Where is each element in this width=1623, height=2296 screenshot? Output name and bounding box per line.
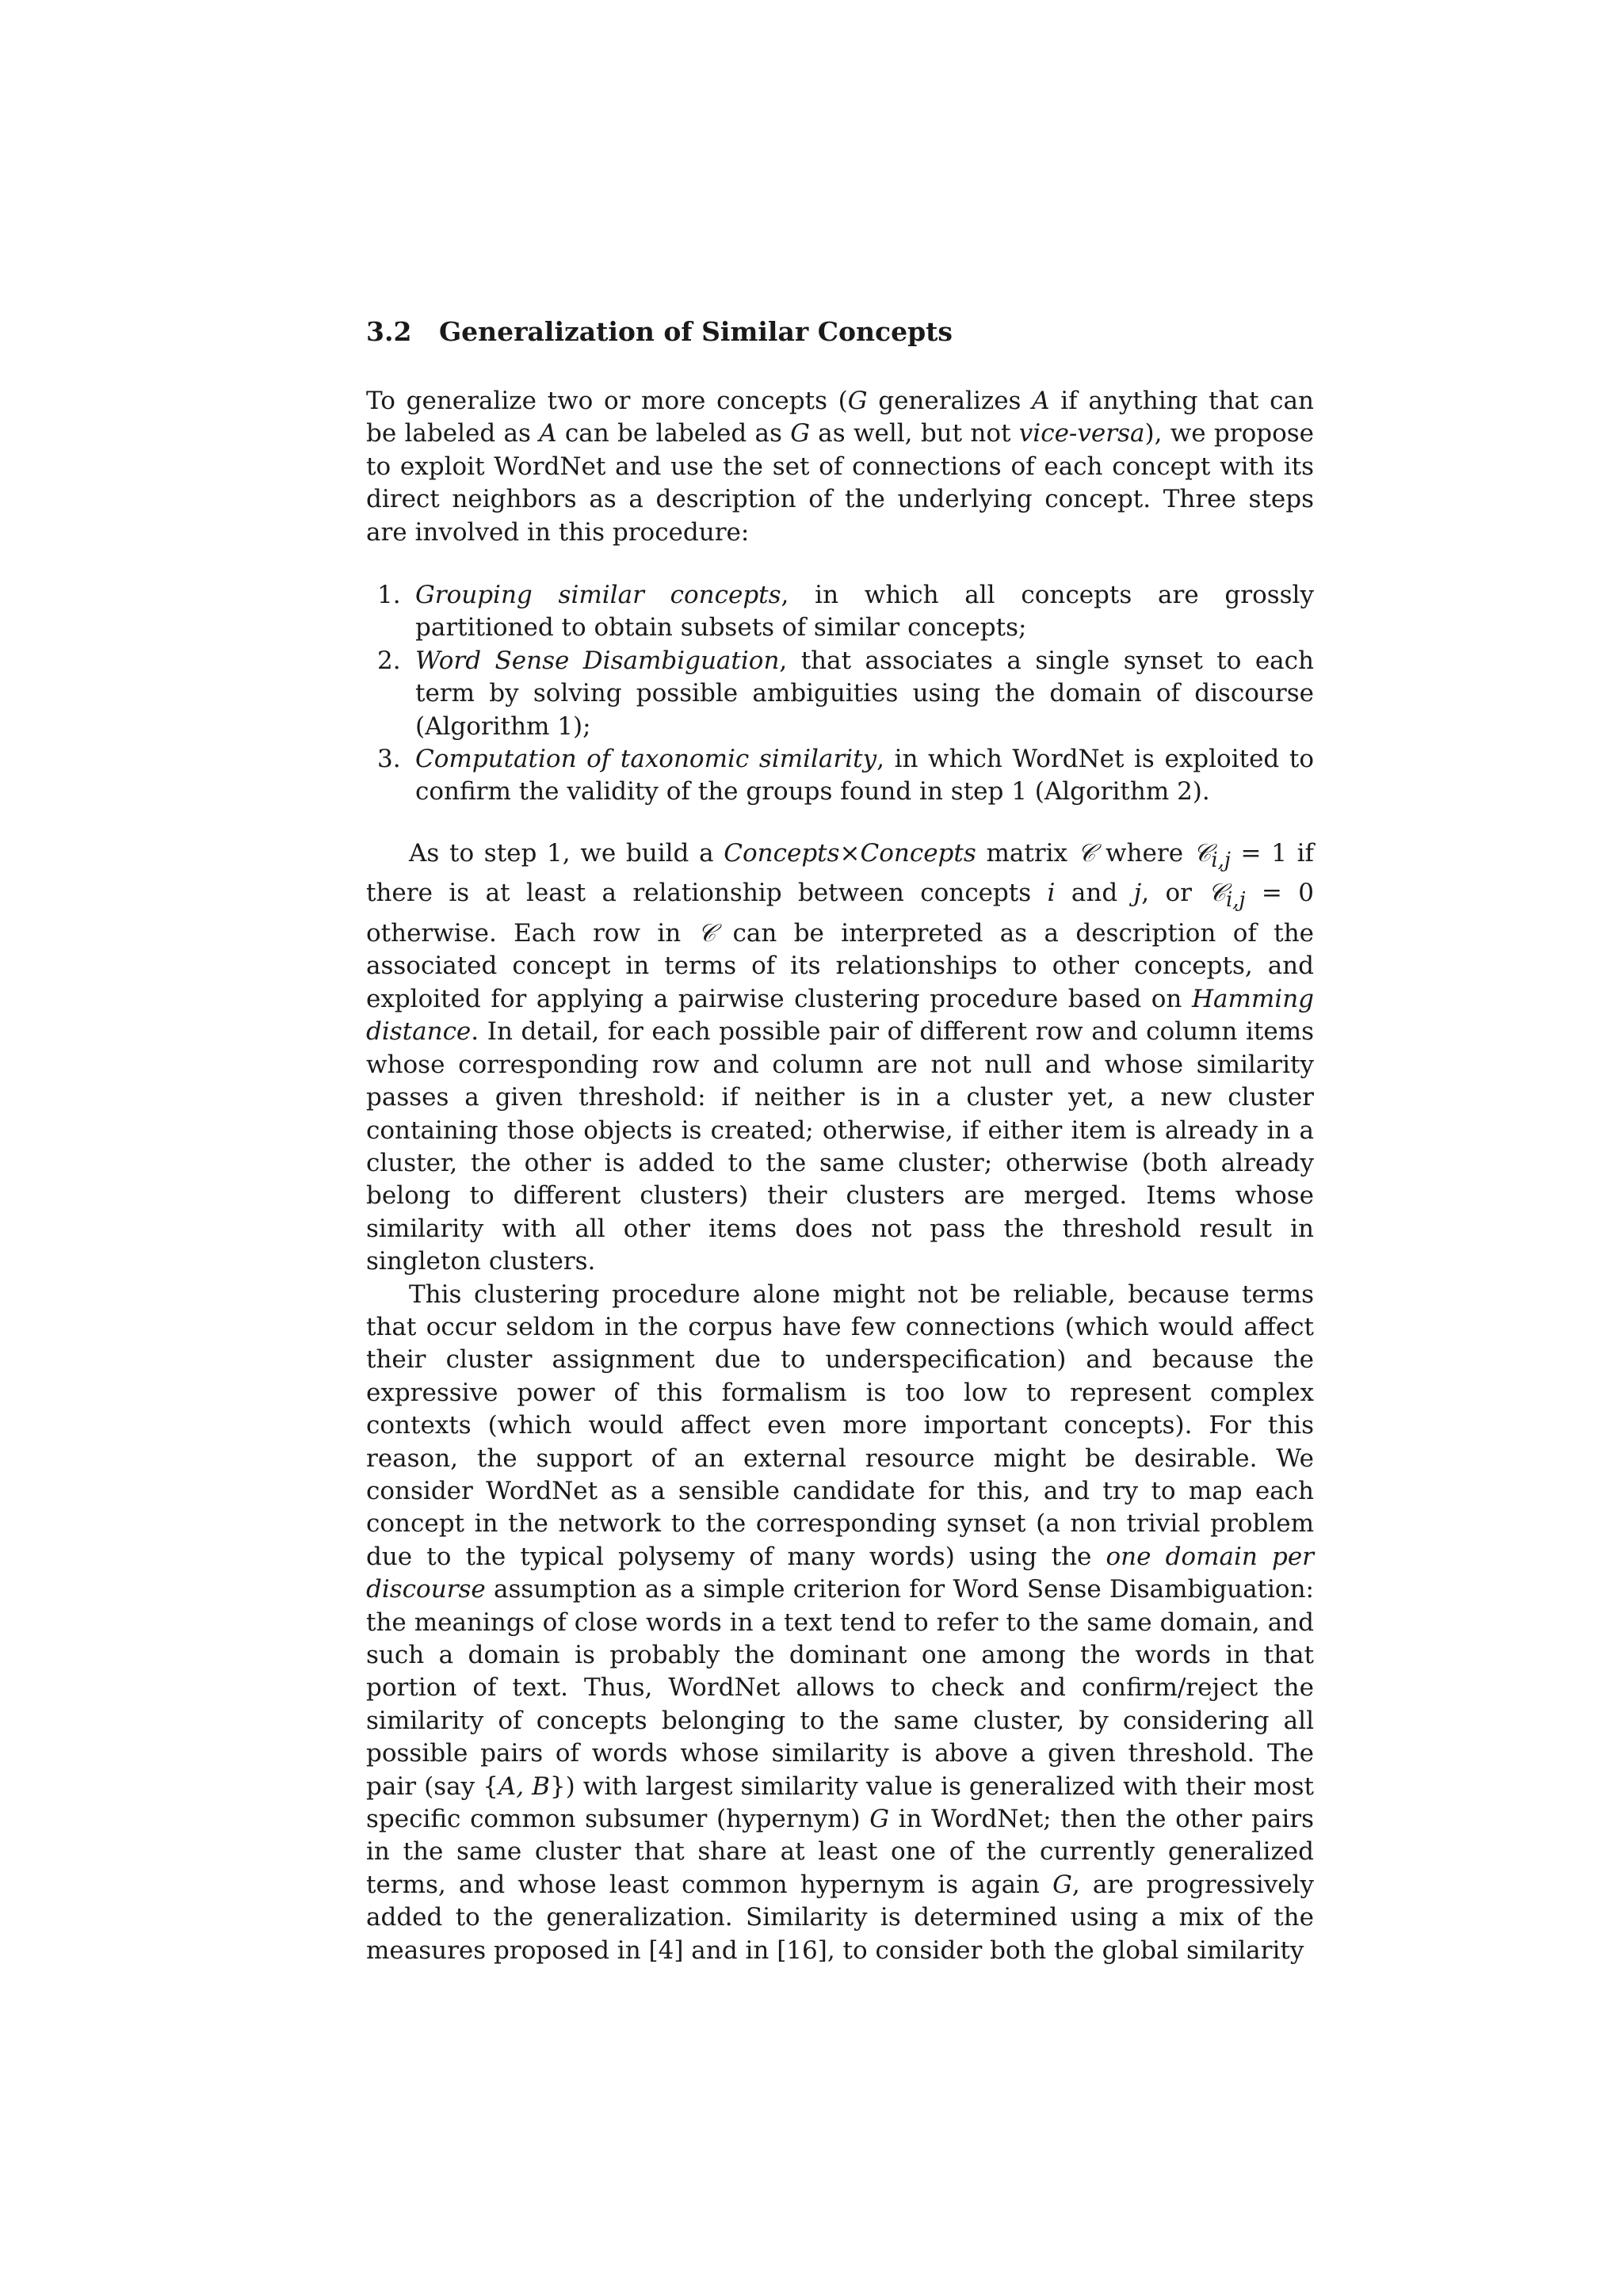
body-text: and xyxy=(1055,879,1134,908)
intro-text: if anything that can be labeled as xyxy=(366,387,1314,448)
hamming-distance-term: Hamming distance xyxy=(366,984,1314,1047)
body-text: , or xyxy=(1141,879,1209,908)
list-item xyxy=(366,645,1314,743)
list-item xyxy=(366,743,1314,809)
step-number: 1. xyxy=(377,581,401,610)
math-G: G xyxy=(847,387,868,415)
step-text: , in which all concepts are grossly partitioned to obtain subsets of similar concepts; xyxy=(415,581,1314,643)
body-text: This clustering procedure alone might not be reliable, because terms that occur seldom in the corpus have few connections (which would affect their cluster assignment due to underspecification) and because the expressive power of this formalism is too low to represent complex contexts (which would affect even more important concepts). For this reason, the support of an external resource might be desirable. We consider WordNet as a sensible candidate for this, and try to map each concept in the network to the corresponding synset (a non trivial problem due to the typical polysemy of many words) using the xyxy=(366,1280,1314,1571)
body-text: }) with largest similarity value is generalized with their most specific common subsumer (hypernym) xyxy=(366,1772,1314,1834)
body-paragraph-1 xyxy=(366,837,1314,1279)
body-text: = 1 if there is at least a relationship between concepts xyxy=(366,838,1315,908)
step-number: 2. xyxy=(377,646,401,675)
body-text: matrix xyxy=(976,838,1078,868)
body-text: in WordNet; then the other pairs in the same cluster that share at least one of the currently generalized terms, and whose least common hypernym is again xyxy=(366,1805,1314,1899)
step-term: Grouping similar concepts xyxy=(415,581,781,610)
section-number: 3.2 xyxy=(366,316,412,347)
math-C: 𝒞 xyxy=(697,919,716,948)
body-text: As to step 1, we build a xyxy=(409,838,724,868)
step-term: Computation of taxonomic similarity xyxy=(415,745,877,774)
steps-list xyxy=(366,579,1314,809)
body-text: = 0 otherwise. Each row in xyxy=(366,879,1315,948)
math-subscript: i,j xyxy=(1211,849,1231,873)
vice-versa-term: vice-versa xyxy=(1018,419,1145,448)
step-text: , in which WordNet is exploited to confirm the validity of the groups found in step 1 (Algorithm 2). xyxy=(415,745,1314,807)
intro-text: can be labeled as xyxy=(556,419,791,448)
math-A: A xyxy=(1032,387,1050,415)
math-subscript: i,j xyxy=(1226,888,1246,913)
math-j: j xyxy=(1133,879,1142,908)
step-text: , that associates a single synset to each term by solving possible ambiguities using the domain of discourse (Algorithm 1); xyxy=(415,646,1314,741)
intro-text: ), we propose to exploit WordNet and use the set of connections of each concept with its direct neighbors as a description of the underlying concept. Three steps are involved in this procedure: xyxy=(366,419,1314,547)
intro-text: as well, but not xyxy=(809,419,1019,448)
intro-paragraph xyxy=(366,385,1314,549)
math-i: i xyxy=(1047,879,1056,908)
paper-page xyxy=(366,314,1314,1967)
body-text: where xyxy=(1095,838,1193,868)
step-term: Word Sense Disambiguation xyxy=(415,646,780,675)
intro-text: generalizes xyxy=(867,387,1033,415)
body-text: . In detail, for each possible pair of different row and column items whose corresponding row and column are not null and whose similarity passes a given threshold: if neither is in a cluster yet, a new cluster containing those objects is created; otherwise, if either item is already in a cluster, the other is added to the same cluster; otherwise (both already belong to different clusters) their clusters are merged. Items whose similarity with all other items does not pass the threshold result in singleton clusters. xyxy=(366,1017,1314,1276)
math-C: 𝒞 xyxy=(1077,838,1096,868)
math-A: A xyxy=(539,419,557,448)
math-C: 𝒞 xyxy=(1208,879,1226,908)
math-G: G xyxy=(1052,1870,1072,1899)
math-G: G xyxy=(869,1805,889,1834)
list-item xyxy=(366,579,1314,645)
one-domain-per-discourse-term: one domain per discourse xyxy=(366,1542,1314,1604)
body-text: , are progressively added to the generalization. Similarity is determined using a mix of the measures proposed in [4] and in [16], to consider both the global similarity xyxy=(366,1870,1315,1965)
body-paragraph-2 xyxy=(366,1279,1314,1968)
section-title: Generalization of Similar Concepts xyxy=(439,316,953,347)
math-G: G xyxy=(790,419,810,448)
body-text: assumption as a simple criterion for Word Sense Disambiguation: the meanings of close words in a text tend to refer to the same domain, and such a domain is probably the dominant one among the words in that portion of text. Thus, WordNet allows to check and confirm/reject the similarity of concepts belonging to the same cluster, by considering all possible pairs of words whose similarity is above a given threshold. The pair (say { xyxy=(366,1575,1314,1801)
math-C: 𝒞 xyxy=(1193,838,1212,868)
intro-text: To generalize two or more concepts ( xyxy=(366,387,848,415)
math-concepts-matrix: Concepts×Concepts xyxy=(724,838,976,868)
section-heading xyxy=(366,314,1314,350)
body-text: can be interpreted as a description of the associated concept in terms of its relationships to other concepts, and exploited for applying a pairwise clustering procedure based on xyxy=(366,919,1315,1013)
step-number: 3. xyxy=(377,745,401,774)
math-A-B: A, B xyxy=(498,1772,550,1801)
